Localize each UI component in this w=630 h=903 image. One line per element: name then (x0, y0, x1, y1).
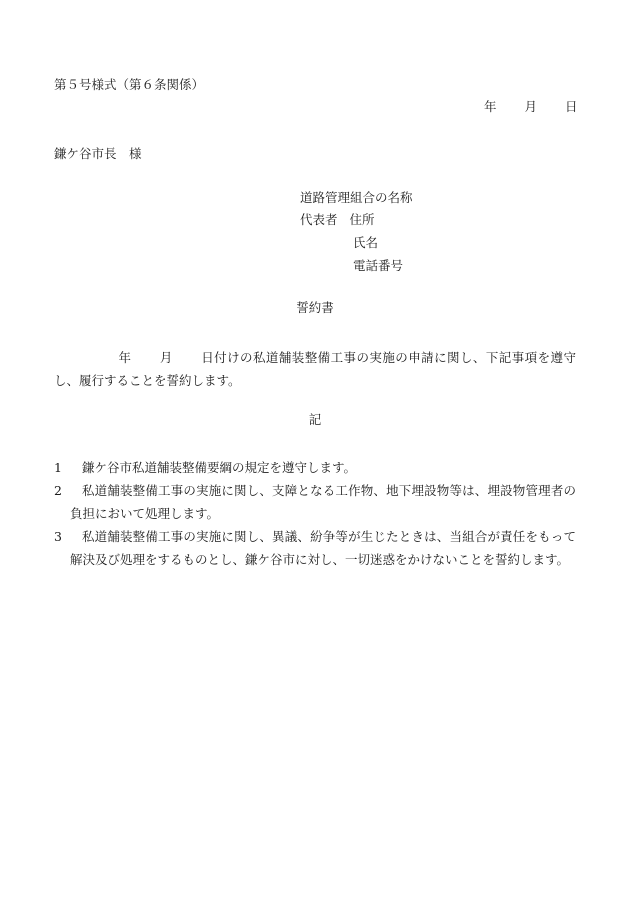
org-name-label: 道路管理組合の名称 (300, 190, 413, 205)
date-line (484, 101, 578, 114)
list-item (54, 479, 576, 525)
form-number: 第５号様式（第６条関係） (54, 77, 205, 92)
date-year-label: 年 (484, 99, 497, 114)
name-label: 氏名 (353, 235, 379, 250)
item-text: 鎌ケ谷市私道舗装整備要綱の規定を遵守します。 (82, 460, 357, 475)
item-number: 1 (54, 460, 62, 475)
item-number: 2 (54, 483, 62, 498)
body-year-label: 年 (118, 350, 132, 365)
phone-label: 電話番号 (353, 258, 404, 273)
pledge-items (54, 456, 576, 571)
ki-heading: 記 (308, 412, 322, 427)
item-number: 3 (54, 529, 62, 544)
document-title: 誓約書 (296, 300, 334, 315)
list-item (54, 456, 576, 479)
addressee: 鎌ケ谷市長 様 (54, 146, 142, 161)
item-text: 私道舗装整備工事の実施に関し、支障となる工作物、地下埋設物等は、埋設物管理者の負担において処理します。 (70, 483, 576, 521)
body-month-label: 月 (159, 350, 173, 365)
pledge-body (54, 346, 576, 392)
date-day-label: 日 (565, 99, 578, 114)
representative-label: 代表者 (300, 212, 338, 227)
date-month-label: 月 (524, 99, 538, 114)
address-label: 住所 (349, 212, 375, 227)
representative-line (300, 214, 375, 227)
body-text: 日付けの私道舗装整備工事の実施の申請に関し、下記事項を遵守し、履行することを誓約します。 (54, 350, 576, 388)
item-text: 私道舗装整備工事の実施に関し、異議、紛争等が生じたときは、当組合が責任をもって解決及び処理をするものとし、鎌ケ谷市に対し、一切迷惑をかけないことを誓約します。 (70, 529, 576, 567)
list-item (54, 525, 576, 571)
